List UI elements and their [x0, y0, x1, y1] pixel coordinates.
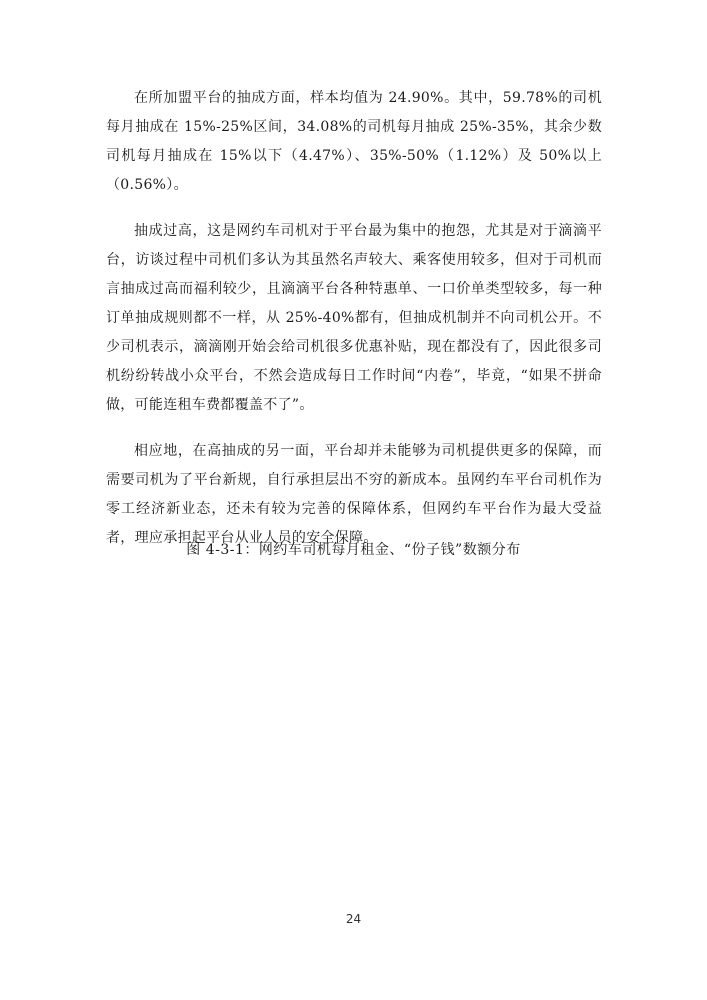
paragraph-platform-guarantee: 相应地，在高抽成的另一面，平台却并未能够为司机提供更多的保障，而需要司机为了平台新规，自行承担层出不穷的新成本。虽网约车平台司机作为零工经济新业态，还未有较为完善的保障体系，但网约车平台作为最大受益者，理应承担起平台从业人员的安全保障。: [106, 443, 602, 546]
body-text: [106, 84, 602, 570]
paragraph-commission-complaints: 抽成过高，这是网约车司机对于平台最为集中的抱怨，尤其是对于滴滴平台，访谈过程中司机们多认为其虽然名声较大、乘客使用较多，但对于司机而言抽成过高而福利较少，且滴滴平台各种特惠单、一口价单类型较多，每一种订单抽成规则都不一样，从 25%-40%都有，但抽成机制并不向司机公开。不少司机表示，滴滴刚开始会给司机很多优惠补贴，现在都没有了，因此很多司机纷纷转战小众平台，不然会造成每日工作时间“内卷”，毕竟，“如果不拼命做，可能连租车费都覆盖不了”。: [106, 223, 602, 413]
figure-caption: 图 4-3-1：网约车司机每月租金、“份子钱”数额分布: [186, 542, 521, 558]
page-number: 24: [345, 912, 362, 926]
paragraph-commission-stats: 在所加盟平台的抽成方面，样本均值为 24.90%。其中，59.78%的司机每月抽成在 15%-25%区间，34.08%的司机每月抽成 25%-35%，其余少数司机每月抽成在 15%以下（4.47%）、35%-50%（1.12%）及 50%以上（0.56%）。: [106, 90, 602, 193]
